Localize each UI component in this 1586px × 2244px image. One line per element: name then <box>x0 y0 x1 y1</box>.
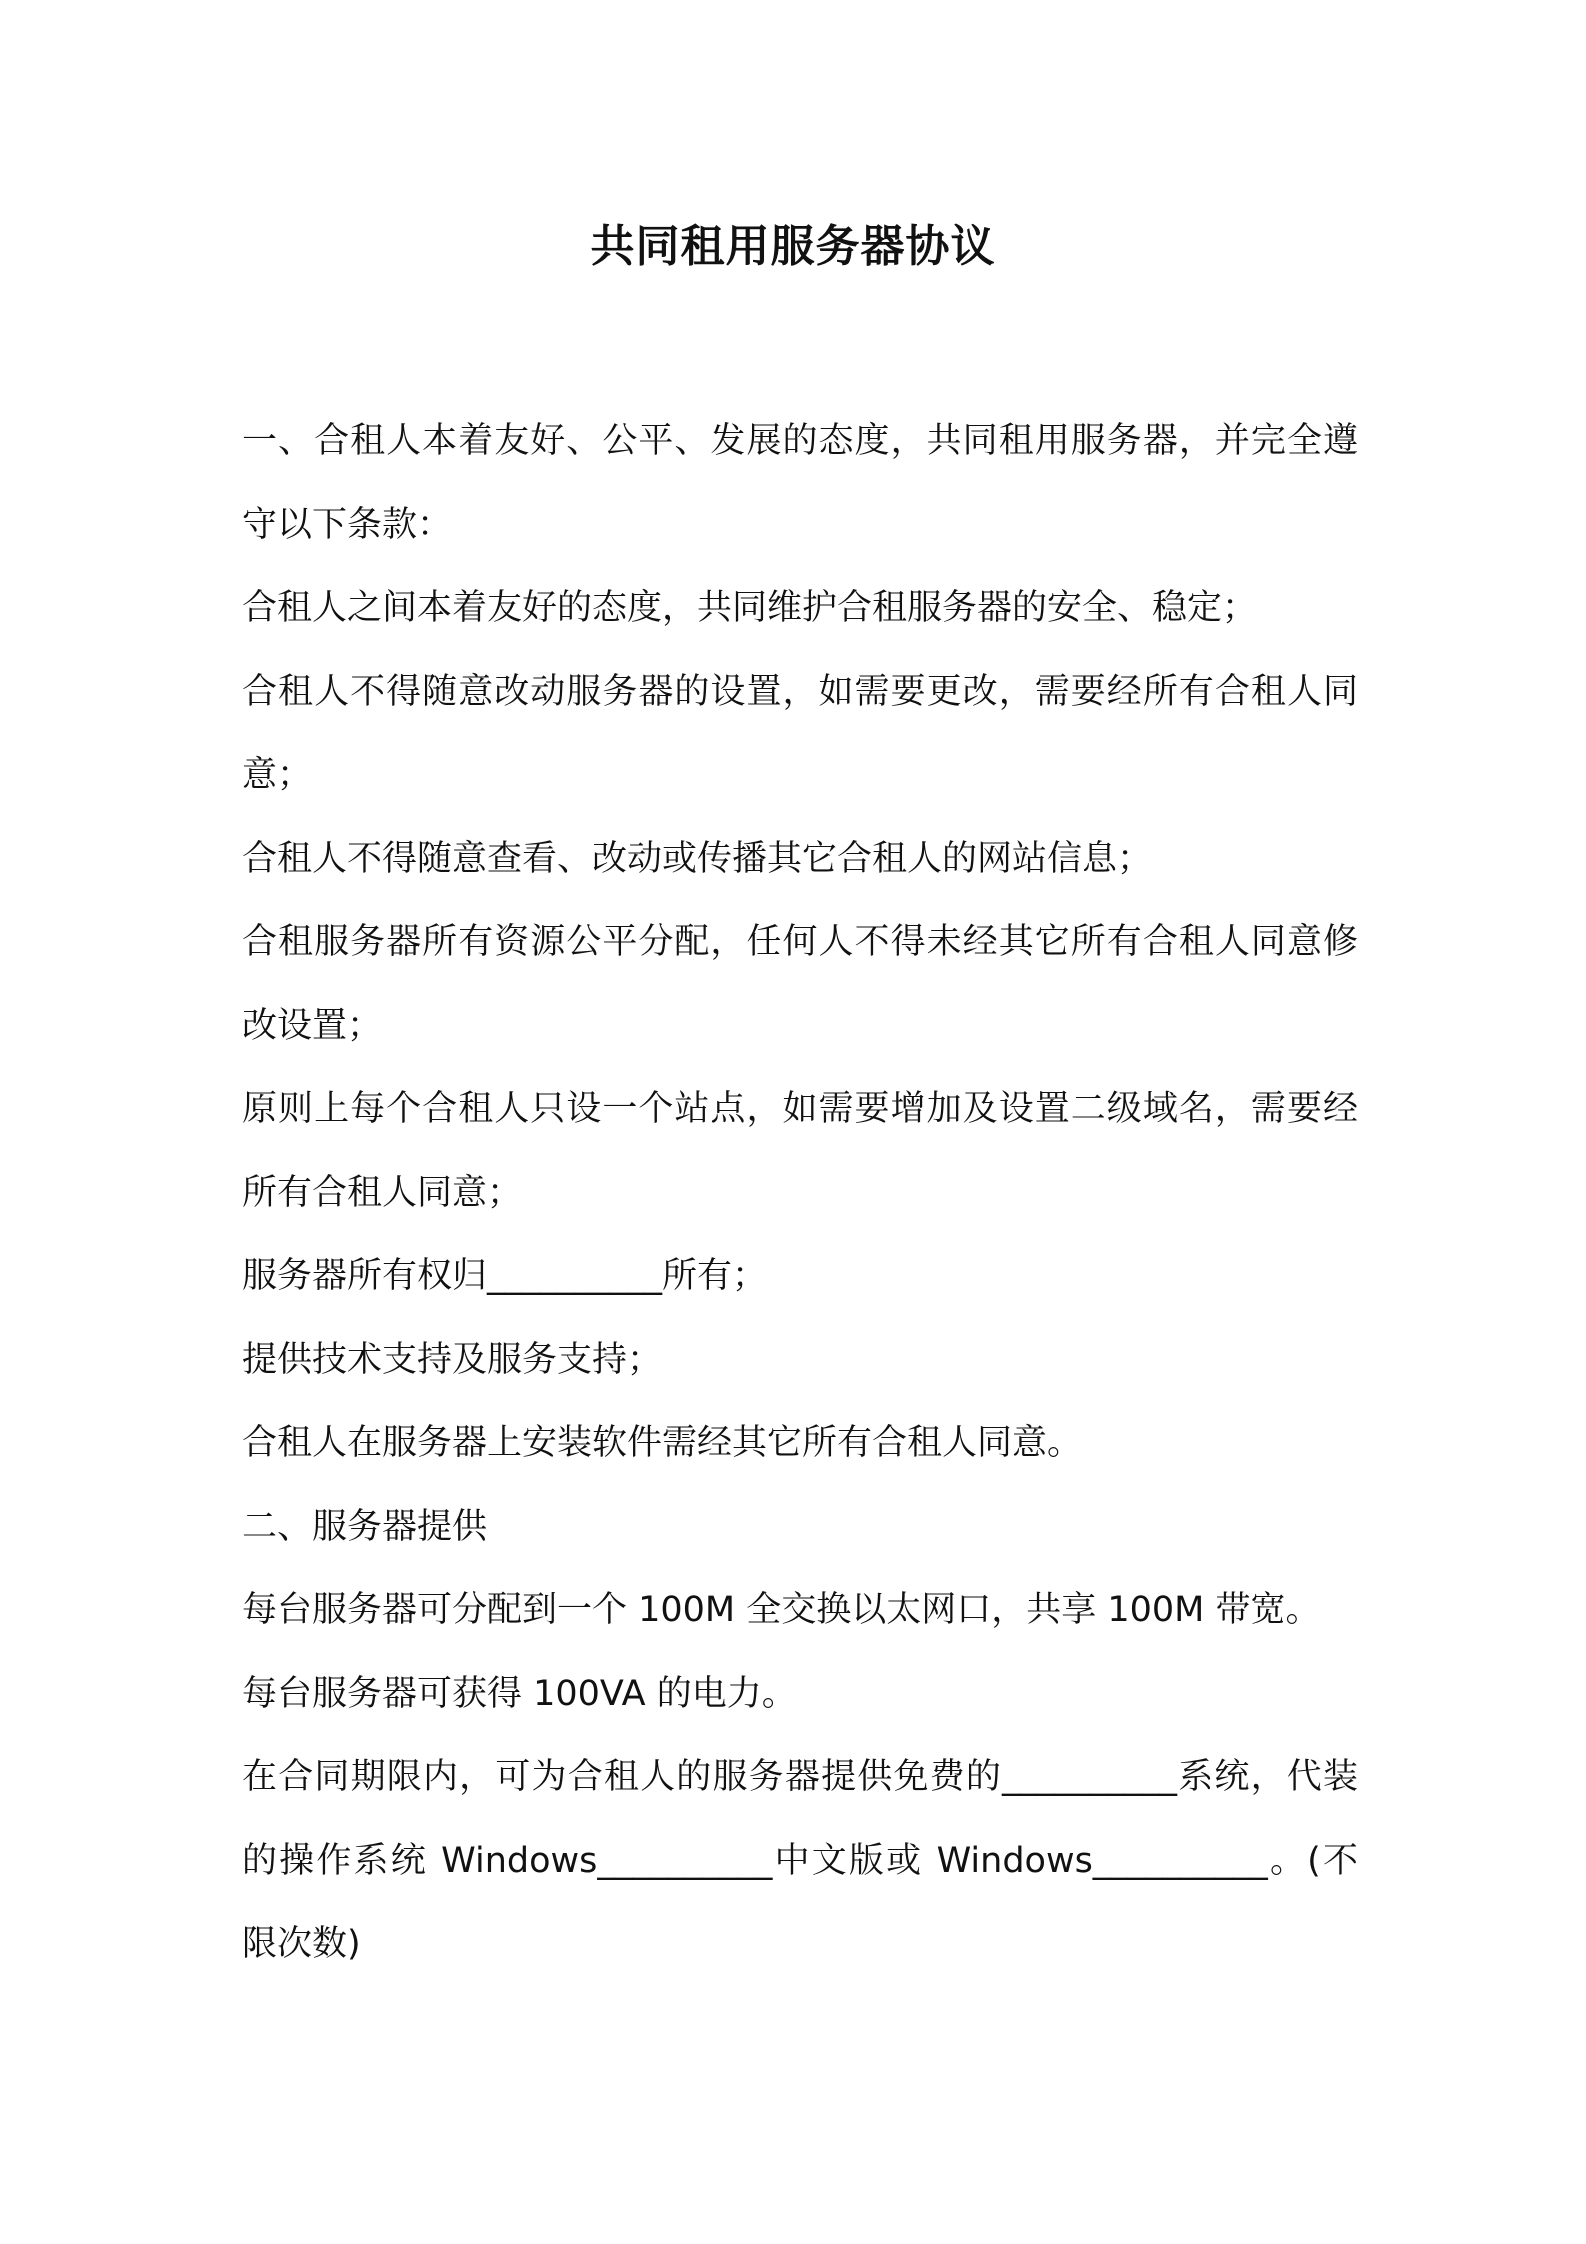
document-title: 共同租用服务器协议 <box>590 221 996 272</box>
clause-server-ownership: 服务器所有权归__________所有； <box>242 1256 768 1296</box>
provision-power: 每台服务器可获得 100VA 的电力。 <box>242 1673 797 1714</box>
provision-network-port: 每台服务器可分配到一个 100M 全交换以太网口，共享 100M 带宽。 <box>242 1590 1321 1630</box>
section-two-heading: 二、服务器提供 <box>242 1506 488 1547</box>
clause-no-settings-change: 合租人不得随意改动服务器的设置，如需要更改，需要经所有合租人同意； <box>242 671 1358 795</box>
clause-fair-resource-allocation: 合租服务器所有资源公平分配，任何人不得未经其它所有合租人同意修改设置； <box>242 922 1358 1046</box>
clause-no-view-others-sites: 合租人不得随意查看、改动或传播其它合租人的网站信息； <box>242 838 1153 879</box>
provision-os-install: 在合同期限内，可为合租人的服务器提供免费的__________系统，代装的操作系统 Windows__________中文版或 Windows__________。(不限次数) <box>242 1757 1358 1964</box>
clause-maintain-security: 合租人之间本着友好的态度，共同维护合租服务器的安全、稳定； <box>242 588 1258 628</box>
document-body <box>242 400 1358 1987</box>
section-one-heading-paragraph: 一、合租人本着友好、公平、发展的态度，共同租用服务器，并完全遵守以下条款： <box>242 421 1358 545</box>
clause-software-install-consent: 合租人在服务器上安装软件需经其它所有合租人同意。 <box>242 1423 1083 1463</box>
clause-technical-support: 提供技术支持及服务支持； <box>242 1339 663 1380</box>
clause-one-site-per-tenant: 原则上每个合租人只设一个站点，如需要增加及设置二级域名，需要经所有合租人同意； <box>242 1089 1358 1213</box>
